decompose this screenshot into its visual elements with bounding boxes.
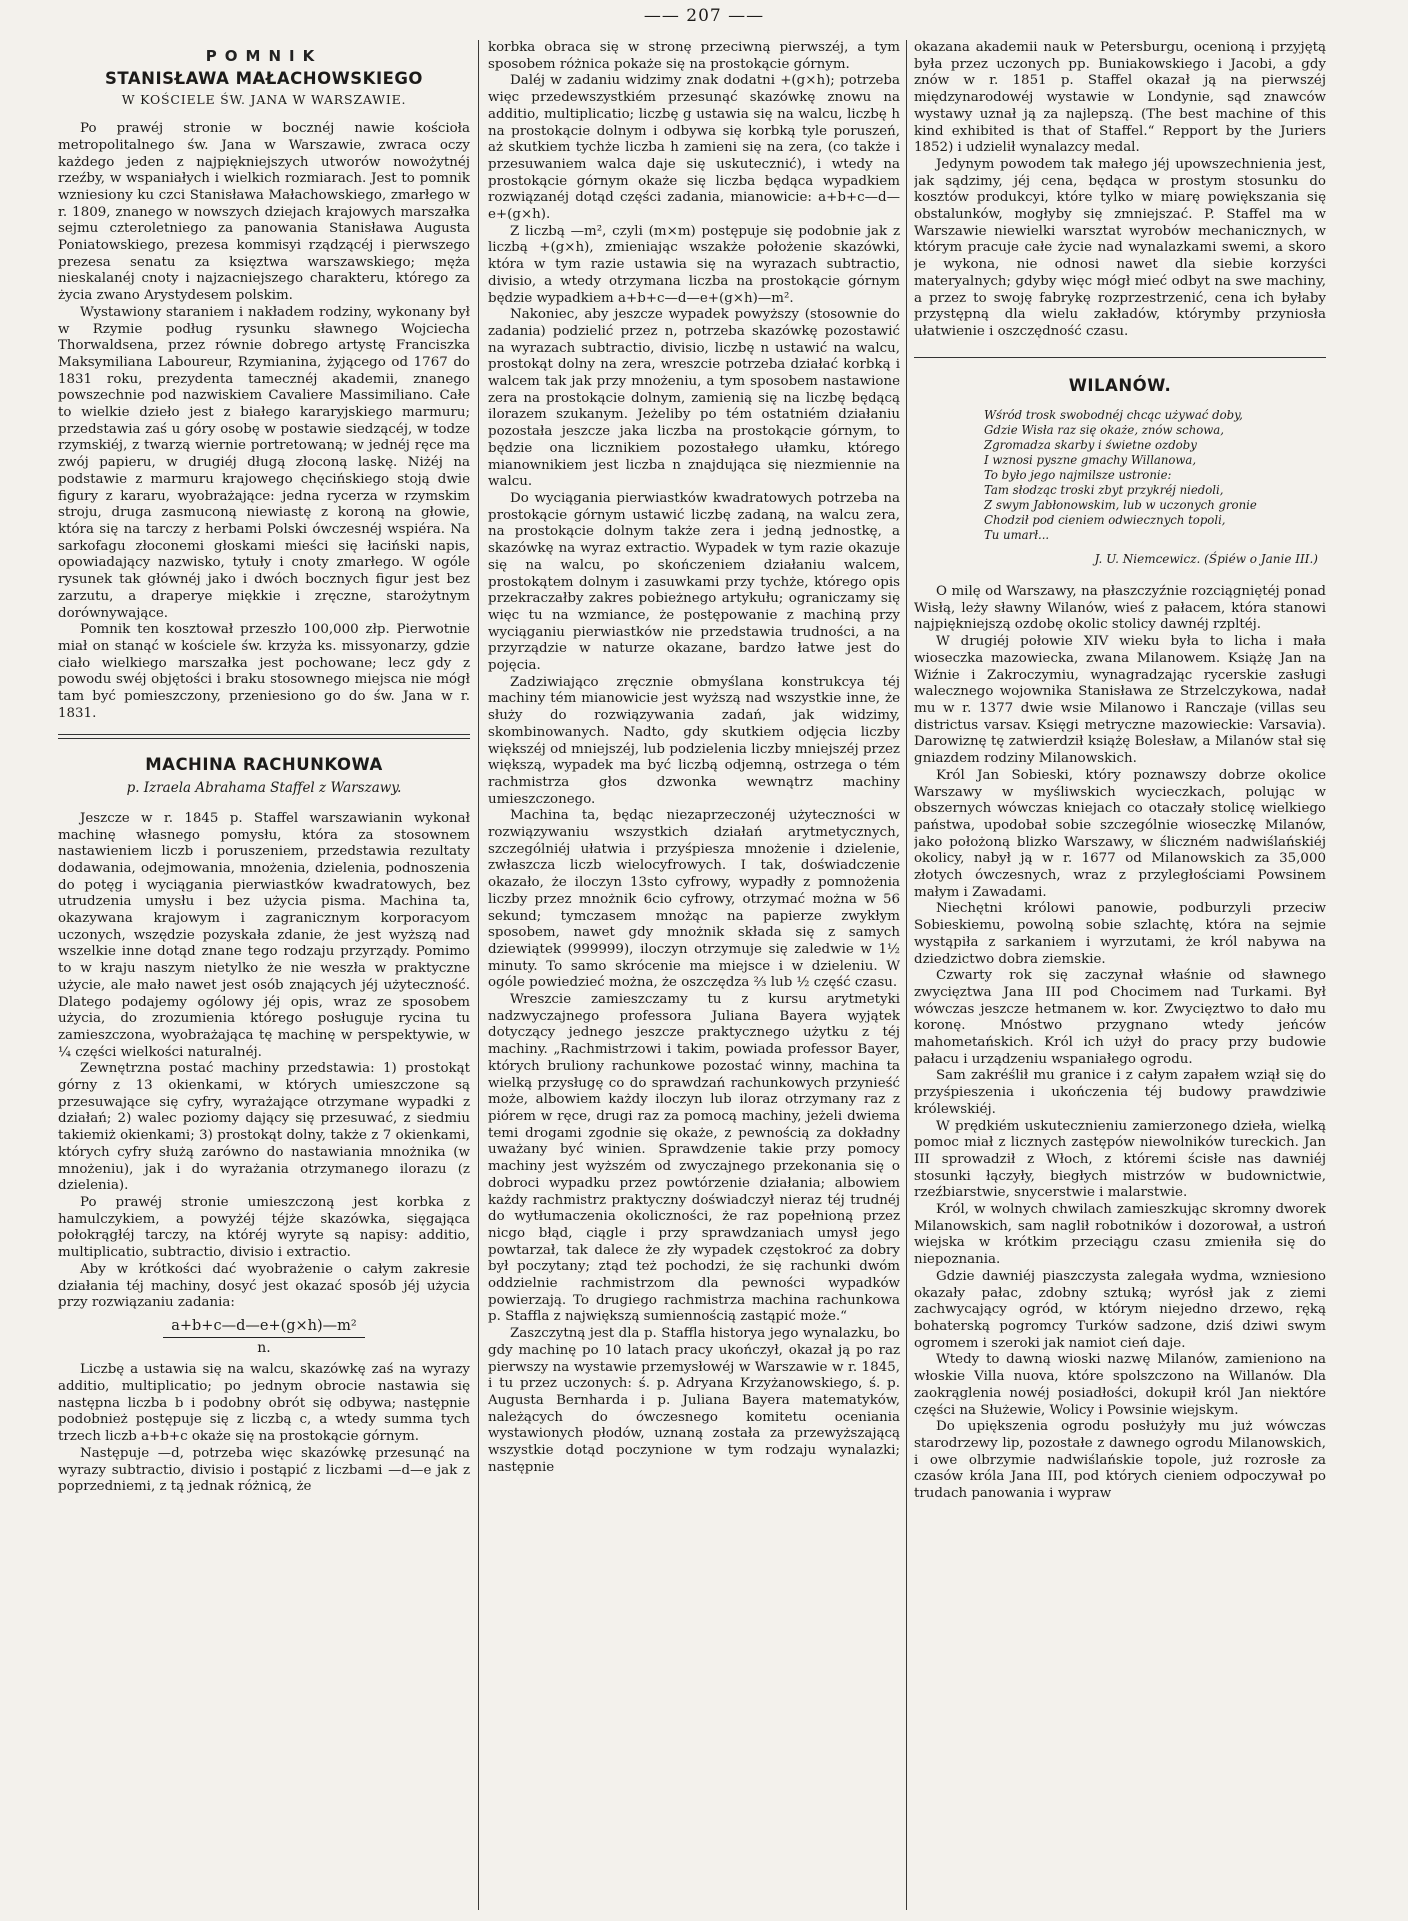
formula-numerator: a+b+c—d—e+(g×h)—m² — [163, 1318, 365, 1338]
article2-paragraph: Liczbę a ustawia się na walcu, skazówkę zaś na wyrazy additio, multiplicatio; po jednym obrocie nastawia się następna liczba b i podobny obrót się odbywa; następnie podobnież postępuje się z liczbą c, a wtedy summa tych trzech liczb a+b+c okaże się na prostokącie górnym. — [58, 1362, 470, 1445]
poem-line: Z swym Jabłonowskim, lub w uczonych gronie — [984, 498, 1257, 513]
article1-kicker: POMNIK — [205, 47, 323, 65]
article3-paragraph: W drugiéj połowie XIV wieku była to licha i mała wioseczka mazowiecka, zwana Milanowem. Książę Jan na Wiźnie i Zakroczymiu, wynagradzając rycerskie zasługi walecznego wojownika Stanisława ze Strzelczykowa, nadał mu w r. 1377 dwie wsie Milanowo i Ranczaje (villas seu districtus varsav. Księgi metryczne mazowieckie: Varsavia). Darowiznę tę zatwierdził książę Bolesław, a Milanów stał się gniazdem rodziny Milanowskich. — [914, 634, 1326, 767]
article2-paragraph: Następuje —d, potrzeba więc skazówkę przesunąć na wyrazy subtractio, divisio i postąpić z liczbami —d—e jak z poprzedniemi, z tą jednak różnicą, że — [58, 1445, 470, 1495]
article2-title: MACHINA RACHUNKOWA — [145, 755, 383, 775]
article1-paragraph: Pomnik ten kosztował przeszło 100,000 złp. Pierwotnie miał on stanąć w kościele św. krzyża ks. missyonarzy, gdzie ciało wielkiego marszałka jest pochowane; lecz gdy z powodu swéj objętości i braku stosownego miejsca nie mógł tam być pomieszczony, przeniesiono go do św. Jana w r. 1831. — [58, 622, 470, 721]
poem-line: Chodził pod cieniem odwiecznych topoli, — [984, 513, 1226, 528]
article3-paragraph: O milę od Warszawy, na płaszczyźnie rozciągniętéj ponad Wisłą, leży sławny Wilanów, wieś z pałacem, która stanowi najpiękniejszą ozdobę okolic stolicy dawnéj rzpltéj. — [914, 584, 1326, 633]
article1-subtitle: W KOŚCIELE ŚW. JANA W WARSZAWIE. — [121, 92, 407, 108]
article2-paragraph: Z liczbą —m², czyli (m×m) postępuje się podobnie jak z liczbą +(g×h), zmieniając wszakże położenie skazówki, która w tym razie ustawia się na wyrazach subtractio, divisio, a wtedy otrzymana liczba na prostokącie górnym będzie wypadkiem a+b+c—d—e+(g×h)—m². — [488, 223, 900, 306]
formula — [58, 1318, 470, 1338]
article2-paragraph: Machina ta, będąc niezaprzeczonéj użyteczności w rozwiązywaniu wszystkich działań arytmetycznych, szczególniéj ułatwia i przyśpiesza mnożenie i dzielenie, zwłaszcza liczb wielocyfrowych. I tak, doświadczenie okazało, że iloczyn 13sto cyfrowy, wypadły z pomnożenia liczby przez mnożnik 6cio cyfrowy, otrzymać można w 56 sekund; tymczasem mnożąc na papierze zwykłym sposobem, nawet gdy mnożnik składa się z samych dziewiątek (999999), iloczyn otrzymuje się zaledwie w 1½ minuty. To samo skrócenie ma miejsce i w dzieleniu. W ogóle powiedzieć można, że oszczędza ⅔ lub ½ część czasu. — [488, 808, 900, 991]
poem-line: Wśród trosk swobodnéj chcąc używać doby, — [984, 408, 1243, 423]
article2-paragraph: korbka obraca się w stronę przeciwną pierwszéj, a tym sposobem różnica pokaże się na prostokącie górnym. — [488, 40, 900, 72]
article2-paragraph: Zaszczytną jest dla p. Staffla historya jego wynalazku, bo gdy machinę po 10 latach pracy ukończył, okazał ją po raz pierwszy na wystawie przemysłowéj w Warszawie w r. 1845, i tu przez uczonych: ś. p. Adryana Krzyżanowskiego, ś. p. Augusta Bernharda i p. Juliana Bayera matematyków, należących do ówczesnego komitetu oceniania wystawionych płodów, uznaną została za przewyższającą wszystkie dotąd poczynione w tym rodzaju wynalazki; następnie — [488, 1326, 900, 1475]
article2-paragraph: Wreszcie zamieszczamy tu z kursu arytmetyki nadzwyczajnego professora Juliana Bayera wyjątek dotyczący jednego jeszcze praktycznego użytku z téj machiny. „Rachmistrzowi i takim, powiada professor Bayer, których bruliony rachunkowe pozostać winny, machina ta wielką przysługę co do sprawdzań rachunkowych przynieść może, albowiem każdy iloczyn lub iloraz otrzymany raz z piórem w ręce, drugi raz za pomocą machiny, jeżeli dwiema temi drogami zgodnie się okaże, z pewnością za dokładny uważany być winien. Sprawdzenie takie przy pomocy machiny jest wyższém od zwyczajnego przekonania się o dobroci wypadku przez powtórzenie działania; albowiem każdy rachmistrz praktyczny doświadczył nieraz téj trudnéj do wytłumaczenia okoliczności, że raz popełnioną przez nicgo błąd, ciągle i przy sprawdzaniach umysł jego powtarzał, tak dalece że zły wypadek częstokroć za dobry był poczytany; ztąd też pochodzi, że się rachunki dwóm oddzielnie rachmistrzom dla pewności wypadków powierzają. To drugiego rachmistrza machina rachunkowa p. Staffla z największą sumiennością zastąpić może.“ — [488, 992, 900, 1325]
article3-paragraph: W prędkiém uskutecznieniu zamierzonego dzieła, wielką pomoc miał z licznych zastępów niewolników tureckich. Jan III sprowadził z Włoch, z któremi ścisłe nas dawniéj stosunki łączyły, biegłych mistrzów w budownictwie, rzeźbiarstwie, snycerstwie i malarstwie. — [914, 1118, 1326, 1201]
column-divider-2 — [906, 40, 907, 1910]
poem-line: Zgromadza skarby i świetne ozdoby — [984, 438, 1197, 453]
formula-denominator: n. — [257, 1339, 271, 1356]
article3-paragraph: Wtedy to dawną wioski nazwę Milanów, zamieniono na włoskie Villa nuova, które spolszczono na Willanów. Dla zaokrąglenia nowéj posiadłości, dokupił król Jan niektóre części na Służewie, Wolicy i Powsinie wiejskym. — [914, 1352, 1326, 1418]
article2-paragraph: Po prawéj stronie umieszczoną jest korbka z hamulczykiem, a powyżéj téjże skazówka, sięgająca połokrągłéj tarczy, na któréj wyryte są napisy: additio, multiplicatio, subtractio, divisio i extractio. — [58, 1195, 470, 1261]
article2-paragraph: okazana akademii nauk w Petersburgu, ocenioną i przyjętą była przez uczonych pp. Buniakowskiego i Jacobi, a gdy znów w r. 1851 p. Staffel okazał ją na pierwszéj międzynarodowéj wystawie w Londynie, sąd znawców wystawy uznał ją za najlepszą. (The best machine of this kind exhibited is that of Staffel.“ Repport by the Juriers 1852) i udzielił wynalazcy medal. — [914, 40, 1326, 156]
article2-paragraph: Zadziwiająco zręcznie obmyślana konstrukcya téj machiny tém mianowicie jest wyższą nad wszystkie inne, że służy do rozwiązywania zadań, jak widzimy, skombinowanych. Nadto, gdy skutkiem odjęcia liczby większéj od mniejszéj, lub podzielenia liczby mniejszéj przez większą, wypadek ma być liczbą odjemną, ostrzega o tém rachmistrza głos dzwonka wewnątrz machiny umieszczonego. — [488, 674, 900, 807]
article2-paragraph: Daléj w zadaniu widzimy znak dodatni +(g×h); potrzeba więc przedewszystkiém przesunąć skazówkę znowu na additio, multiplicatio; liczbę g ustawia się na walcu, liczbę h na prostokącie dolnym i odbywa się korbką tyle poruszeń, aż skutkiem tychże liczba h zamieni się na zera, (co także i przesuwaniem walca daje się uskutecznić), i wtedy na prostokącie górnym okaże się liczba będąca wypadkiem rozwiązanéj dotąd części zadania, mianowicie: a+b+c—d—e+(g×h). — [488, 73, 900, 223]
article3-title: WILANÓW. — [1068, 375, 1172, 395]
article2-paragraph: Zewnętrzna postać machiny przedstawia: 1) prostokąt górny z 13 okienkami, w których umieszczone są przesuwające się cyfry, wyrażające otrzymane wypadki z działań; 2) walec poziomy dający się przesuwać, z siedmiu takiemiż okienkami; 3) prostokąt dolny, także z 7 okienkami, których cyfry służą zarówno do nastawiania mnożnika (w mnożeniu), jak i do wyrażania otrzymanego ilorazu (z dzielenia). — [58, 1061, 470, 1194]
section-divider — [58, 734, 470, 739]
article2-paragraph: Aby w krótkości dać wyobrażenie o całym zakresie działania téj machiny, dosyć jest okazać sposób jéj użycia przy rozwiązaniu zadania: — [58, 1261, 470, 1311]
article3-paragraph: Czwarty rok się zaczynał właśnie od sławnego zwycięztwa Jana III pod Chocimem nad Turkami. Był wówczas jeszcze hetmanem w. kor. Zwycięztwo to dało mu koronę. Mnóstwo przygnano wtedy jeńców mahometańskich. Król ich użył do pracy przy budowie pałacu i urządzeniu wspaniałego ogrodu. — [914, 968, 1326, 1067]
article3-paragraph: Król, w wolnych chwilach zamieszkując skromny dworek Milanowskich, sam naglił robotników i dozorował, a ustroń wiejska w krótkim przeciągu czasu zmieniła się do niepoznania. — [914, 1202, 1326, 1268]
article2-paragraph: Do wyciągania pierwiastków kwadratowych potrzeba na prostokącie górnym ustawić liczbę zadaną, na walcu zera, na prostokącie dolnym także zera i jedną jednostkę, a skazówkę na wyraz extractio. Wypadek w tym razie okazuje się na walcu, po skończeniem działaniu walcem, prostokątem dolnym i zasuwkami przy tychże, którego opis przekraczałby zakres pobieżnego artykułu; ograniczamy się więc tu na wzmiance, że postępowanie z machiną przy wyciąganiu pierwiastków nie przedstawia trudności, a na przyrządzie w naturze okazane, bardzo łatwe jest do pojęcia. — [488, 490, 900, 674]
article2-paragraph: Nakoniec, aby jeszcze wypadek powyższy (stosownie do zadania) podzielić przez n, potrzeba skazówkę pozostawić na wyrazach subtractio, divisio, liczbę n ustawić na walcu, prostokąt dolny na zera, wreszcie potrzeba działać korbką i walcem tak jak przy mnożeniu, a tym sposobem nastawione zera na prostokącie dolnym, zamienią się na liczbę będącą ilorazem szukanym. Jeżeliby po tém ostatniém działaniu pozostała jeszcze jaka liczba na prostokącie górnym, to będzie ona licznikiem pozostałego ułamku, którego mianownikiem jest liczba n znajdująca się niezmiennie na walcu. — [488, 307, 900, 490]
column-3 — [914, 40, 1326, 1910]
article3-paragraph: Niechętni królowi panowie, podburzyli przeciw Sobieskiemu, powolną sobie szlachtę, która na sejmie wystąpiła z sarkaniem i wyrzutami, że król nabywa na dziedzictwo dobra ziemskie. — [914, 901, 1326, 967]
poem-line: To było jego najmilsze ustronie: — [984, 468, 1172, 483]
column-divider-1 — [478, 40, 479, 1910]
article1-paragraph: Wystawiony staraniem i nakładem rodziny, wykonany był w Rzymie podług rysunku sławnego Wojciecha Thorwaldsena, przez równie dobrego artystę Franciszka Maksymiliana Laboureur, Rzymianina, żyjącego od 1767 do 1831 roku, prezydenta tamecznéj akademii, znanego powszechnie pod nazwiskiem Cavaliere Massimiliano. Całe to wielkie dzieło jest z białego kararyjskiego marmuru; przedstawia zaś u góry osobę w postawie siedzącéj, w todze rzymskiéj, z twarzą wiernie portretowaną; w jednéj ręce ma zwój papieru, w drugiéj długą złoconą laskę. Niżéj na podstawie z marmuru krajowego chęcińskiego stoją dwie figury z kararu, wyobrażające: jedna rycerza w rzymskim stroju, druga zasmuconą niewiastę z koroną na głowie, która się na tarczy z herbami Polski ówczesnéj wspiéra. Na sarkofagu złoconemi głoskami mieści się łaciński napis, opowiadający nazwisko, tytuły i cnoty zmarłego. W ogóle rysunek tak głównéj jako i dwóch bocznych figur jest bez zarzutu, a draperye miękkie i zręczne, starożytnym dorównywające. — [58, 304, 470, 621]
article2-paragraph: Jedynym powodem tak małego jéj upowszechnienia jest, jak sądzimy, jéj cena, będąca w prostym stosunku do kosztów produkcyi, które tylko w miarę powiększania się obstalunków, mogłyby się zmniejszać. P. Staffel ma w Warszawie niewielki warsztat wyrobów mechanicznych, w którym pracuje całe życie nad wynalazkami swemi, a skoro je wykona, nie odnosi nawet dla siebie korzyści materyalnych; gdyby więc mógł mieć odbyt na swe machiny, a przez to swoję fabrykę rozprzestrzenić, cena ich byłaby przystępną dla wielu zakładów, którymby przyniosła ułatwienie i oszczędność czasu. — [914, 156, 1326, 339]
poem-line: Tu umarł... — [984, 528, 1050, 543]
article1-title: STANISŁAWA MAŁACHOWSKIEGO — [105, 68, 423, 88]
section-divider — [914, 357, 1326, 358]
article3-paragraph: Gdzie dawniéj piaszczysta zalegała wydma, wzniesiono okazały pałac, zdobny sztuką; wyrósł jak z ziemi zachwycający ogród, w którym niejedno drzewo, ręką bohaterską pogromcy Turków sadzone, dziś dziwi swym ogromem i szeroki jak namiot cień daje. — [914, 1268, 1326, 1351]
article3-paragraph: Sam zakréślił mu granice i z całym zapałem wziął się do przyśpieszenia i ukończenia téj budowy prawdziwie królewskiéj. — [914, 1068, 1326, 1117]
poem-line: Tam słodząc troski zbyt przykréj niedoli, — [984, 483, 1224, 498]
article3-paragraph: Król Jan Sobieski, który poznawszy dobrze okolice Warszawy w myśliwskich wycieczkach, polując w obszernych wówczas kniejach co otaczały stolicę wielkiego państwa, upodobał sobie szczególnie wioseczkę Milanów, jako położoną blizko Warszawy, w śliczném nadwiślańskiéj okolicy, nabył ją w r. 1677 od Milanowskich za 35,000 złotych ówczesnych, wraz z przyległościami Powsinem małym i Zawadami. — [914, 767, 1326, 900]
article3-paragraph: Do upiększenia ogrodu posłużyły mu już wówczas starodrzewy lip, pozostałe z dawnego ogrodu Milanowskich, i owe olbrzymie nadwiślańskie topole, już rozrosłe za czasów króla Jana III, pod których cieniem odpoczywał po trudach panowania i wypraw — [914, 1419, 1326, 1502]
article2-subtitle: p. Izraela Abrahama Staffel z Warszawy. — [126, 780, 402, 797]
column-2 — [488, 40, 900, 1910]
article1-paragraph: Po prawéj stronie w bocznéj nawie kościoła metropolitalnego św. Jana w Warszawie, zwraca oczy każdego jeden z najpiękniejszych utworów nowożytnéj rzeźby, w wspaniałych i wielkich rozmiarach. Jest to pomnik wzniesiony ku czci Stanisława Małachowskiego, zmarłego w r. 1809, znanego w nowszych dziejach krajowych marszałka sejmu czteroletniego za panowania Stanisława Augusta Poniatowskiego, prezesa kommisyi rządzącéj i pierwszego prezesa senatu za księztwa warszawskiego; męża nieskalanéj cnoty i najzacniejszego charakteru, którego za życia zwano Arystydesem polskim. — [58, 121, 470, 304]
page-number-value: 207 — [686, 6, 722, 26]
poem-line: I wznosi pyszne gmachy Willanowa, — [984, 453, 1197, 468]
article2-paragraph: Jeszcze w r. 1845 p. Staffel warszawianin wykonał machinę własnego pomysłu, która za stosownem nastawieniem liczb i poruszeniem, przedstawia rezultaty dodawania, odejmowania, mnożenia, dzielenia, podnoszenia do potęg i wyciągania pierwiastków kwadratowych, bez utrudzenia umysłu i bez użycia pisma. Machina ta, okazywana krajowym i zagranicznym korporacyom uczonych, wszędzie pozyskała zdanie, że jest wyższą nad wszelkie inne dotąd znane tego rodzaju przyrządy. Pomimo to w kraju naszym nietylko że nie weszła w praktyczne użycie, ale mało nawet jest osób znających jéj użyteczność. Dlatego podajemy ogólowy jéj opis, wraz ze sposobem użycia, do zrozumienia którego posługuje rycina tu zamieszczona, wyobrażająca tę machinę w perspektywie, w ¼ części wielkości naturalnéj. — [58, 810, 470, 1060]
page-number: —— 207 —— — [643, 6, 765, 26]
poem-attribution: J. U. Niemcewicz. (Śpiéw o Janie III.) — [1094, 552, 1318, 567]
poem — [984, 408, 1326, 543]
column-1 — [58, 40, 470, 1910]
poem-line: Gdzie Wisła raz się okaże, znów schowa, — [984, 423, 1224, 438]
